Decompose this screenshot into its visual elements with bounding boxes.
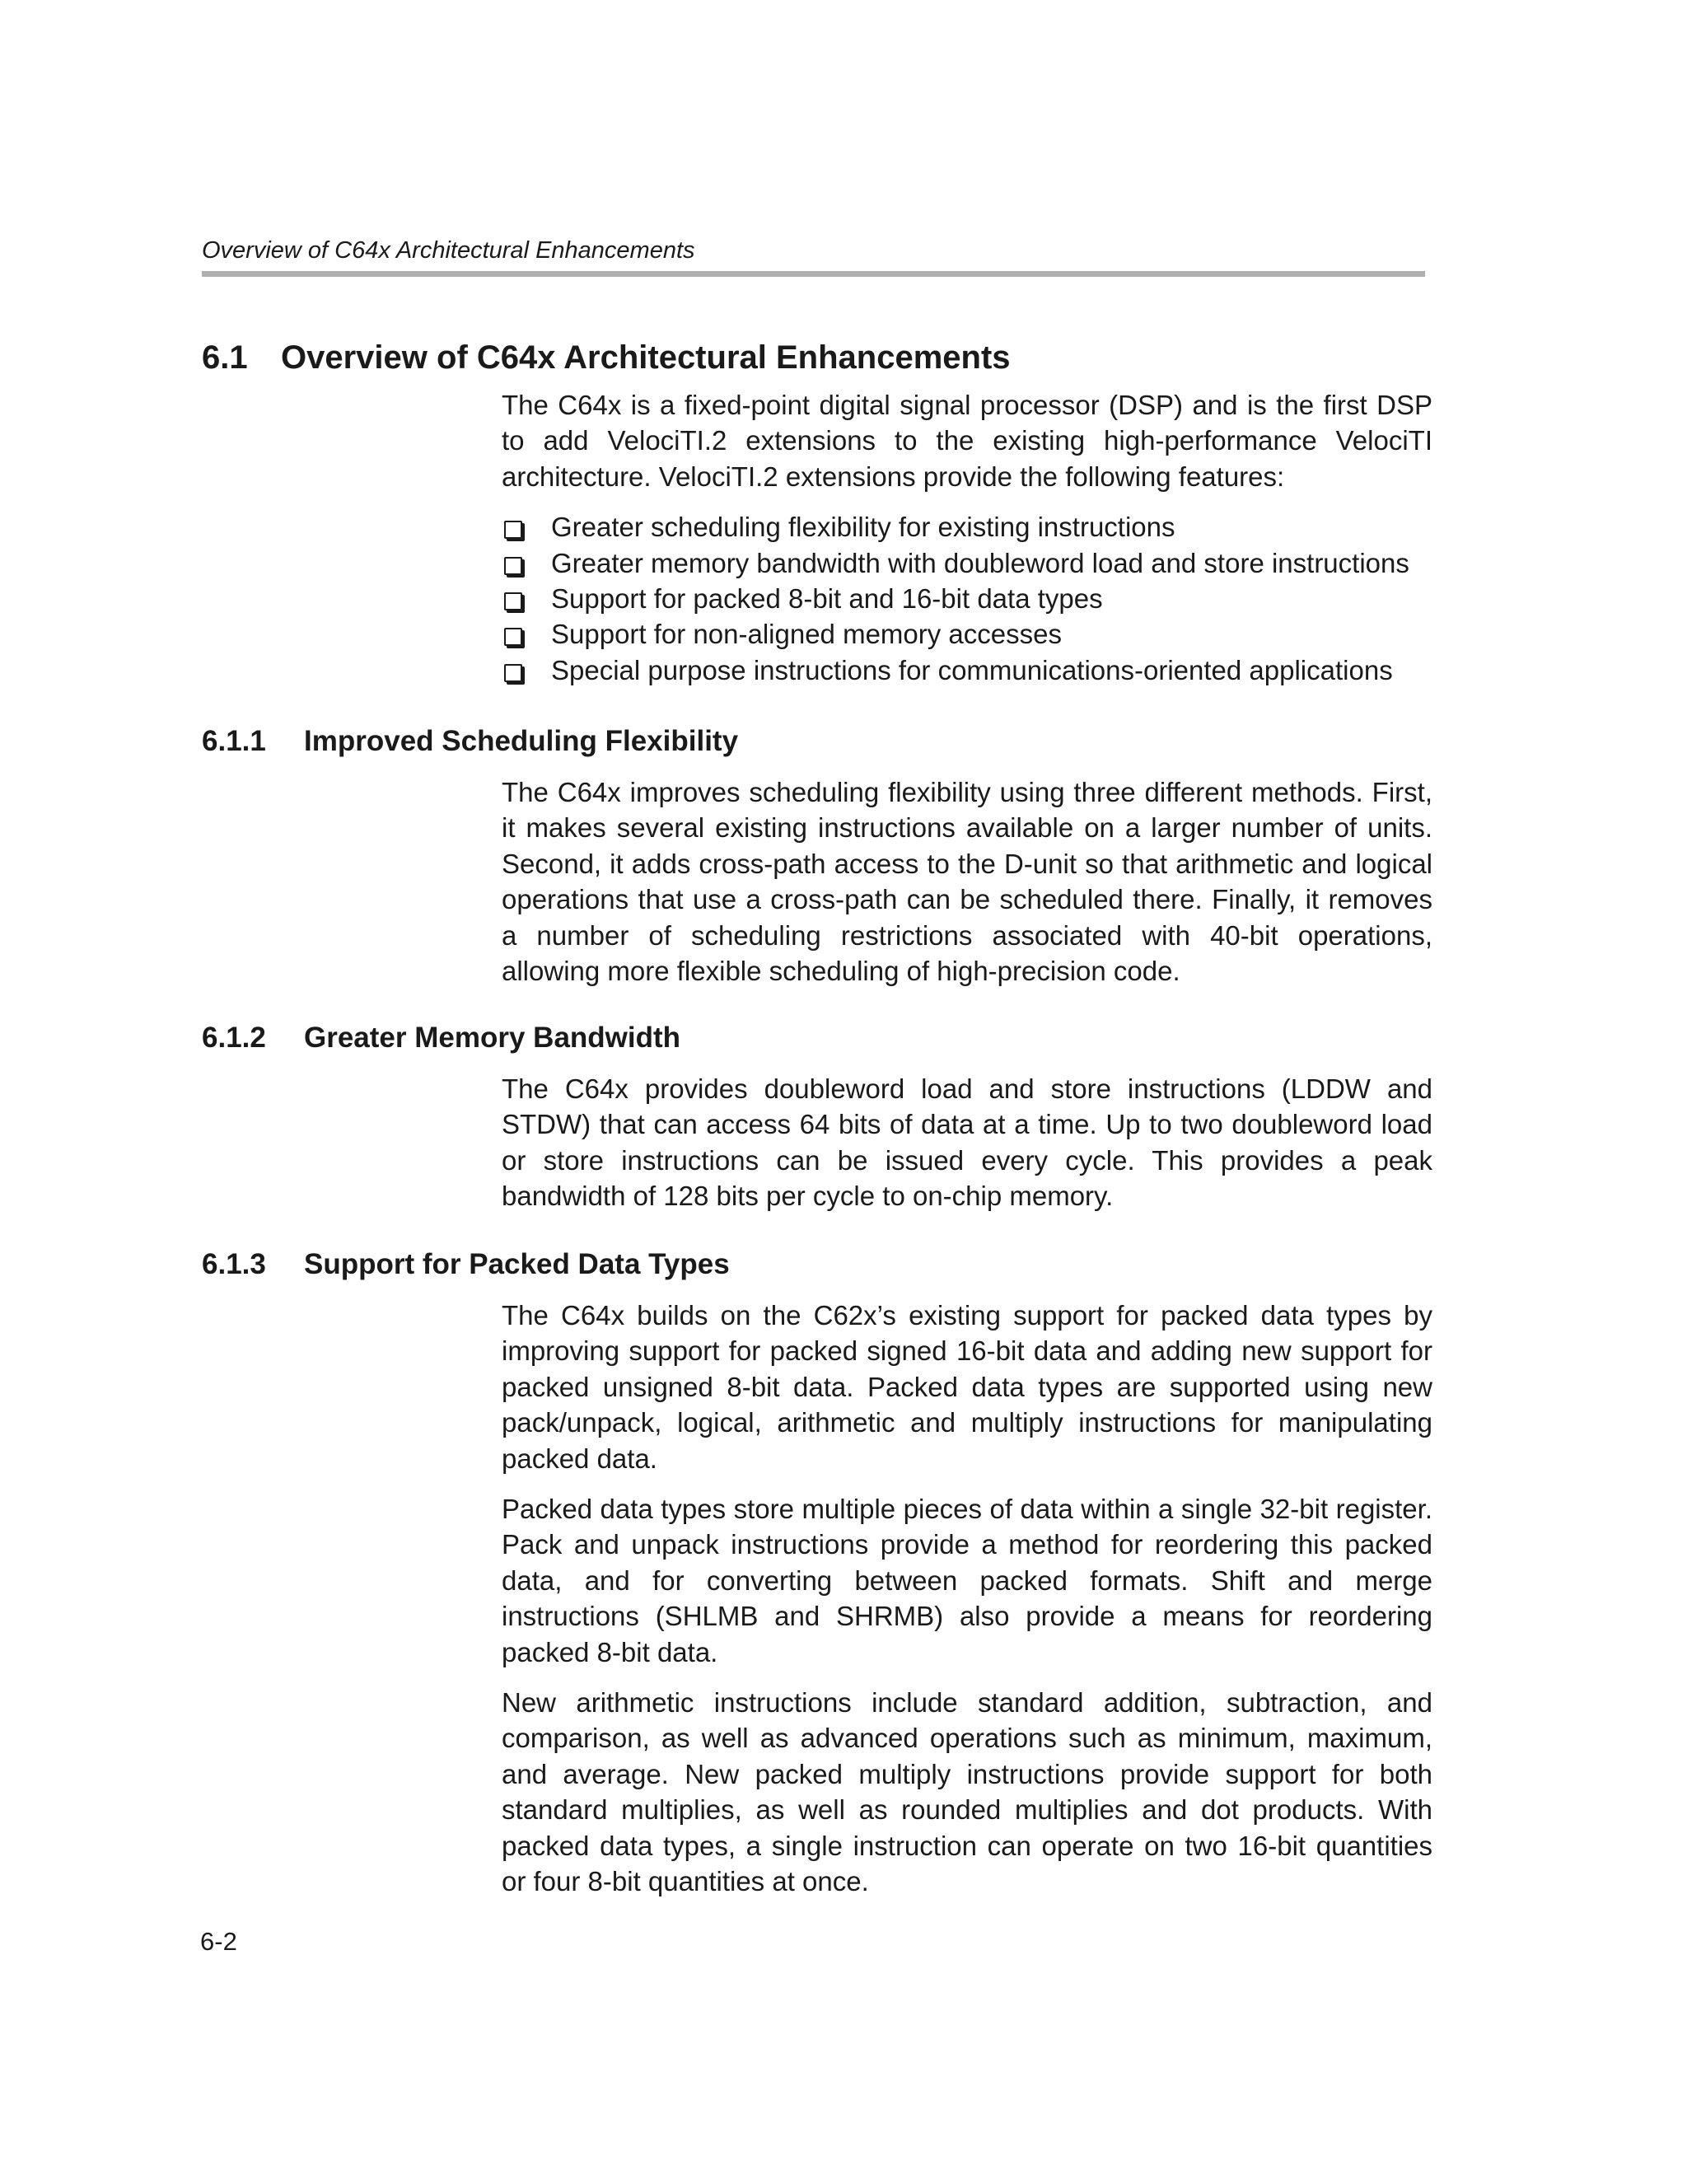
subsection-body-6-1-2 bbox=[502, 1071, 1432, 1229]
body-paragraph: The C64x builds on the C62x’s existing support for packed data types by improving support for packed signed 16-bit data and adding new support for packed unsigned 8-bit data. Packed data types are supported using new pack/unpack, logical, arithmetic and multiply instructions for manipulating packed data. bbox=[502, 1300, 1432, 1474]
subsection-title: Improved Scheduling Flexibility bbox=[304, 725, 739, 757]
subsection-body-6-1-1 bbox=[502, 774, 1432, 1003]
list-item: Support for packed 8-bit and 16-bit data types bbox=[502, 581, 1432, 616]
subsection-number: 6.1.3 bbox=[202, 1248, 266, 1280]
list-item: Support for non-aligned memory accesses bbox=[502, 616, 1432, 652]
body-paragraph: Packed data types store multiple pieces of data within a single 32-bit register. Pack and unpack instructions provide a method for reordering this packed data, and for converting between packed formats. Shift and merge instructions (SHLMB and SHRMB) also provide a means for reordering packed 8-bit data. bbox=[502, 1494, 1432, 1667]
checkbox-bullet-icon bbox=[504, 557, 522, 575]
subsection-heading-6-1-1 bbox=[202, 725, 738, 758]
checkbox-bullet-icon bbox=[504, 628, 522, 646]
subsection-heading-6-1-3 bbox=[202, 1248, 730, 1281]
body-paragraph: The C64x provides doubleword load and store instructions (LDDW and STDW) that can access 64 bits of data at a time. Up to two doubleword load or store instructions can be issued every cycle. This provides a peak bandwidth of 128 bits per cycle to on-chip memory. bbox=[502, 1073, 1432, 1212]
page-number: 6-2 bbox=[200, 1927, 237, 1956]
section-heading bbox=[202, 339, 1011, 376]
list-item: Special purpose instructions for communications-oriented applications bbox=[502, 652, 1432, 688]
subsection-title: Greater Memory Bandwidth bbox=[304, 1022, 681, 1054]
running-header: Overview of C64x Architectural Enhancements bbox=[202, 237, 695, 264]
subsection-title: Support for Packed Data Types bbox=[304, 1248, 730, 1280]
section-intro-block bbox=[502, 387, 1432, 688]
subsection-body-6-1-3 bbox=[502, 1298, 1432, 1915]
body-paragraph: The C64x improves scheduling flexibility using three different methods. First, it makes several existing instructions available on a larger number of units. Second, it adds cross-path access to the D-unit so that arithmetic and logical operations that use a cross-path can be scheduled there. Finally, it removes a number of scheduling restrictions associated with 40-bit operations, allowing more flexible scheduling of high-precision code. bbox=[502, 777, 1432, 987]
list-item: Greater memory bandwidth with doubleword load and store instructions bbox=[502, 545, 1432, 581]
subsection-number: 6.1.1 bbox=[202, 725, 266, 757]
section-number: 6.1 bbox=[202, 339, 248, 376]
list-item: Greater scheduling flexibility for existing instructions bbox=[502, 509, 1432, 545]
header-rule bbox=[202, 271, 1425, 277]
section-title: Overview of C64x Architectural Enhancements bbox=[281, 339, 1011, 376]
checkbox-bullet-icon bbox=[504, 521, 522, 539]
subsection-heading-6-1-2 bbox=[202, 1022, 680, 1055]
checkbox-bullet-icon bbox=[504, 592, 522, 610]
subsection-number: 6.1.2 bbox=[202, 1022, 266, 1054]
intro-paragraph: The C64x is a fixed-point digital signal processor (DSP) and is the first DSP to add VelociTI.2 extensions to the existing high-performance VelociTI architecture. VelociTI.2 extensions provide the following features: bbox=[502, 390, 1432, 492]
body-paragraph: New arithmetic instructions include standard addition, subtraction, and comparison, as well as advanced operations such as minimum, maximum, and average. New packed multiply instructions provide support for both standard multiplies, as well as rounded multiplies and dot products. With packed data types, a single instruction can operate on two 16-bit quantities or four 8-bit quantities at once. bbox=[502, 1687, 1432, 1897]
feature-list bbox=[502, 509, 1432, 688]
checkbox-bullet-icon bbox=[504, 664, 522, 682]
